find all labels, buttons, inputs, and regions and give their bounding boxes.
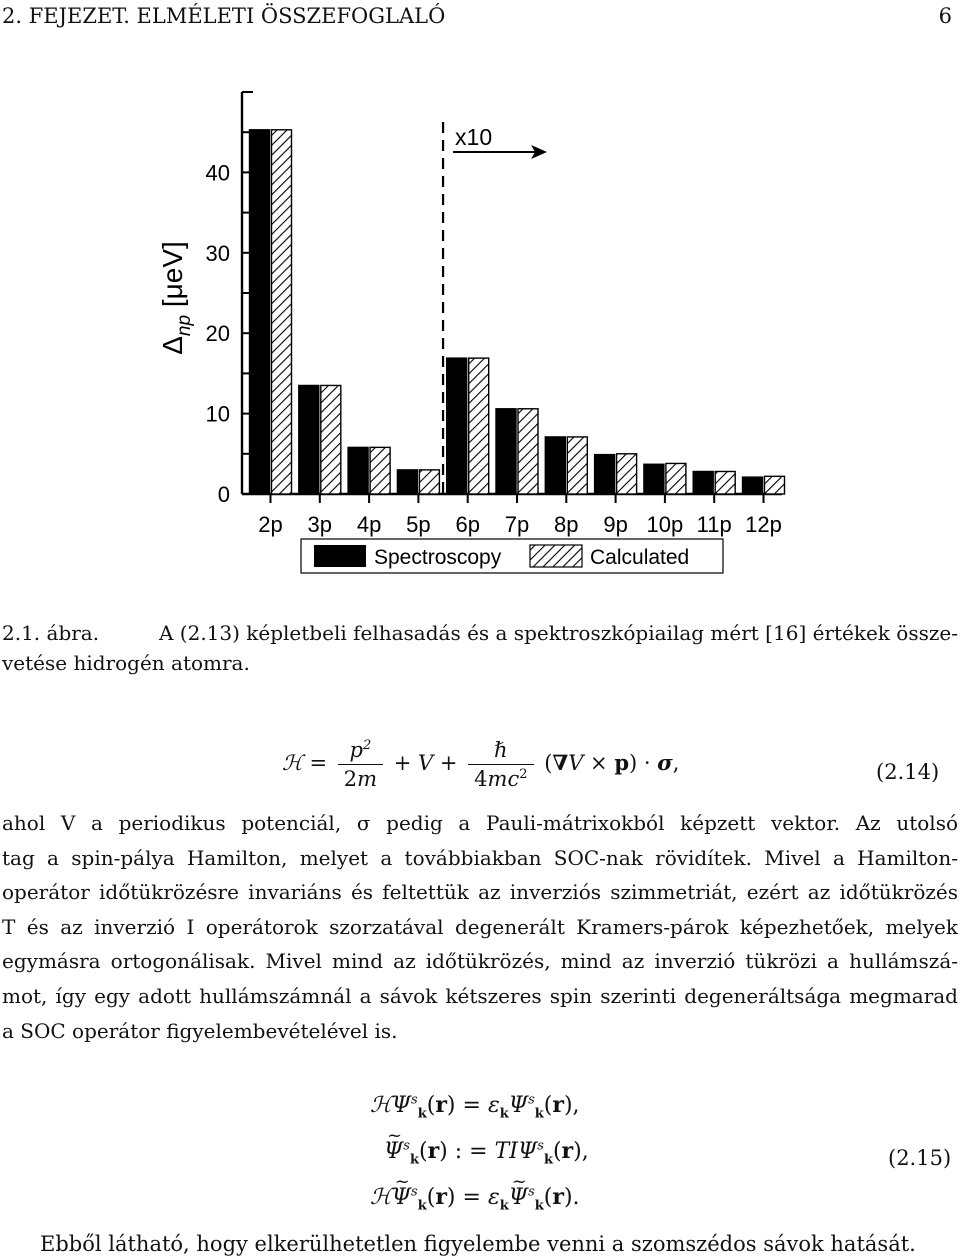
bar-chart — [150, 88, 810, 580]
bar-calculated — [370, 447, 390, 494]
bar-calculated — [666, 463, 686, 494]
paragraph-line: mot, így egy adott hullámszámnál a sávok kétszeres spin szerinti degeneráltsága megmarad — [2, 983, 958, 1008]
x-tick-label: 11p — [696, 512, 732, 537]
x-tick-label: 7p — [504, 512, 530, 537]
bar-spectroscopy — [743, 477, 763, 494]
bar-calculated — [419, 470, 439, 494]
body-paragraph — [2, 806, 958, 1048]
caption-label: 2.1. ábra. — [2, 621, 100, 645]
bar-calculated — [715, 471, 735, 494]
figure-caption — [2, 618, 958, 678]
equation-2-14-number: (2.14) — [876, 760, 940, 784]
bar-calculated — [518, 409, 538, 494]
y-axis-label: $\Delta_{np}$ [μeV] — [157, 241, 195, 355]
bar-calculated — [272, 130, 292, 494]
x-tick-label: 9p — [603, 512, 628, 537]
page-number: 6 — [938, 4, 952, 28]
x-tick-label: 6p — [455, 512, 480, 537]
page-header — [0, 4, 960, 30]
x-tick-label: 4p — [356, 512, 382, 537]
annotation-label: x10 — [455, 124, 493, 150]
bar-spectroscopy — [496, 409, 516, 494]
paragraph-line: ahol V a periodikus potenciál, σ pedig a Pauli-mátrixokból képzett vektor. Az utolsó — [2, 811, 958, 835]
x-tick-label: 3p — [307, 512, 333, 537]
equation-2-14: ℋ = $\frac{p^2}{2m}$ + V + $\frac{\text{ℏ}}{4mc^2}$ (∇V × p) · σ, — [282, 738, 680, 791]
paragraph-line: tag a spin-pálya Hamilton, melyet a továbbiakban SOC-nak rövidítek. Mivel a Hamilton- — [2, 845, 958, 870]
equation-2-15-number: (2.15) — [888, 1146, 952, 1170]
x-tick-label: 10p — [646, 512, 684, 537]
paragraph-line: T és az inverzió I operátorok szorzatával degenerált Kramers-párok képezhetőek, melyek — [2, 914, 958, 939]
chapter-title: 2. FEJEZET. ELMÉLETI ÖSSZEFOGLALÓ — [2, 4, 446, 28]
bar-spectroscopy — [595, 455, 615, 494]
legend-label-calculated: Calculated — [590, 546, 690, 569]
y-tick-label: 40 — [205, 160, 230, 186]
bar-spectroscopy — [693, 471, 713, 494]
caption-line2: vetése hidrogén atomra. — [2, 651, 250, 675]
bar-spectroscopy — [644, 464, 664, 494]
paragraph-line: a SOC operátor figyelembevételével is. — [2, 1018, 398, 1043]
x-tick-label: 2p — [258, 512, 283, 537]
y-tick-label: 0 — [217, 482, 230, 507]
bar-spectroscopy — [250, 130, 270, 494]
bar-spectroscopy — [348, 447, 368, 494]
paragraph-line: operátor időtükrözésre invariáns és feltettük az inverziós szimmetriát, ezért az időtükrözés — [2, 880, 958, 905]
legend-swatch-calculated — [530, 545, 582, 567]
bar-calculated — [321, 385, 341, 494]
bar-calculated — [469, 358, 489, 494]
equation-2-15: ℋΨ$^s_k$(r) = $\varepsilon_k\Psi^s_k(r)$, ~ $\Psi^s_k(r)$ : = $TI\Psi^s_k(r)$, ℋ~ $\Psi^s_k(r)$ = $\varepsilon_k\sim$ $\Psi^s_k(r)$. — [370, 1092, 790, 1230]
x-tick-label: 8p — [554, 512, 579, 537]
legend-label-spectroscopy: Spectroscopy — [374, 546, 502, 569]
caption-line1: A (2.13) képletbeli felhasadás és a spektroszkópiailag mért [16] értékek össze- — [158, 621, 958, 645]
x-tick-label: 5p — [406, 512, 431, 537]
bar-spectroscopy — [397, 470, 417, 494]
bar-spectroscopy — [299, 385, 319, 494]
paragraph-line: egymásra ortogonálisak. Mivel mind az időtükrözés, mind az inverzió tükrözi a hullámszá- — [2, 949, 958, 974]
bar-spectroscopy — [545, 437, 565, 494]
y-tick-label: 20 — [205, 321, 230, 347]
x-tick-label: 12p — [745, 512, 782, 537]
footer-sentence: Ebből látható, hogy elkerülhetetlen figyelembe venni a szomszédos sávok hatását. — [40, 1232, 916, 1256]
bar-calculated — [765, 476, 785, 494]
y-tick-label: 30 — [205, 240, 230, 266]
bar-spectroscopy — [447, 358, 467, 494]
bar-calculated — [617, 454, 637, 494]
bar-calculated — [567, 437, 587, 494]
legend-swatch-spectroscopy — [314, 545, 366, 567]
y-tick-label: 10 — [205, 401, 230, 427]
